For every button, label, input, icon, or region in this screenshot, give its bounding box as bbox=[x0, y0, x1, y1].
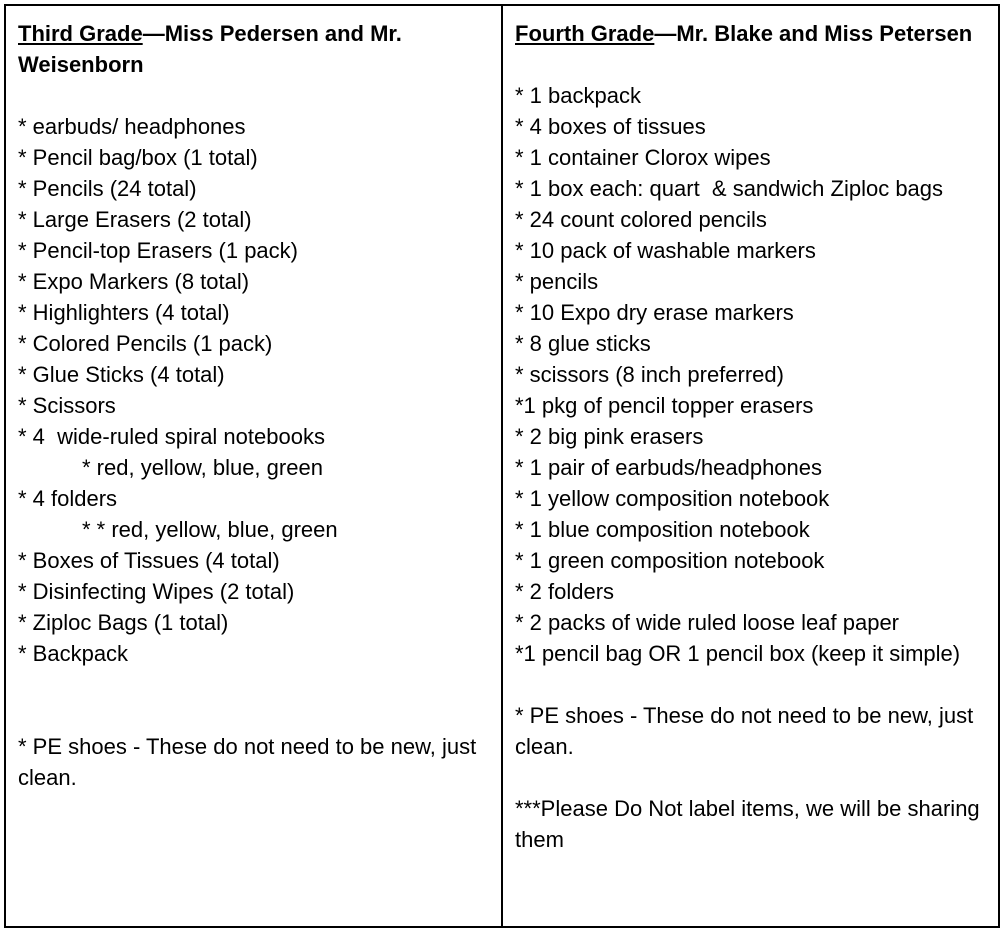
third-grade-supply-list bbox=[18, 111, 491, 669]
list-item: *1 pkg of pencil topper erasers bbox=[515, 393, 814, 418]
third-grade-title: Third Grade bbox=[18, 21, 143, 46]
list-item: * 10 Expo dry erase markers bbox=[515, 300, 794, 325]
list-item: * 4 folders bbox=[18, 486, 118, 511]
list-item: * Ziploc Bags (1 total) bbox=[18, 610, 229, 635]
third-grade-teachers: —Miss Pedersen and Mr. Weisenborn bbox=[18, 21, 402, 77]
list-item: * Pencils (24 total) bbox=[18, 176, 197, 201]
list-item: * Scissors bbox=[18, 393, 116, 418]
fourth-grade-teachers: —Mr. Blake and Miss Petersen bbox=[654, 21, 973, 46]
list-item: * 10 pack of washable markers bbox=[515, 238, 816, 263]
list-item: * 1 green composition notebook bbox=[515, 548, 825, 573]
list-item: * Glue Sticks (4 total) bbox=[18, 362, 225, 387]
fourth-grade-heading bbox=[515, 18, 988, 49]
list-item: * * red, yellow, blue, green bbox=[82, 517, 338, 542]
list-item: * 4 boxes of tissues bbox=[515, 114, 706, 139]
list-item: * red, yellow, blue, green bbox=[82, 455, 323, 480]
list-item: * Disinfecting Wipes (2 total) bbox=[18, 579, 295, 604]
list-item: * 2 packs of wide ruled loose leaf paper bbox=[515, 610, 900, 635]
list-item: * 1 blue composition notebook bbox=[515, 517, 810, 542]
list-item: * 4 wide-ruled spiral notebooks bbox=[18, 424, 325, 449]
third-grade-pe-note: * PE shoes - These do not need to be new, just clean. bbox=[18, 734, 483, 790]
fourth-grade-label-note: ***Please Do Not label items, we will be sharing them bbox=[515, 796, 986, 852]
list-item: * Pencil-top Erasers (1 pack) bbox=[18, 238, 298, 263]
list-item: * Expo Markers (8 total) bbox=[18, 269, 250, 294]
list-item: * Boxes of Tissues (4 total) bbox=[18, 548, 280, 573]
list-item: * Highlighters (4 total) bbox=[18, 300, 230, 325]
list-item: * 24 count colored pencils bbox=[515, 207, 767, 232]
list-item: *1 pencil bag OR 1 pencil box (keep it simple) bbox=[515, 641, 961, 666]
list-item: * 1 container Clorox wipes bbox=[515, 145, 771, 170]
third-grade-heading bbox=[18, 18, 491, 80]
supply-list-table bbox=[4, 4, 1000, 928]
list-item: * 1 yellow composition notebook bbox=[515, 486, 830, 511]
list-item: * 1 box each: quart & sandwich Ziploc bags bbox=[515, 176, 944, 201]
list-item: * Large Erasers (2 total) bbox=[18, 207, 252, 232]
list-item: * scissors (8 inch preferred) bbox=[515, 362, 784, 387]
list-item: * 1 pair of earbuds/headphones bbox=[515, 455, 823, 480]
list-item: * 8 glue sticks bbox=[515, 331, 651, 356]
fourth-grade-column bbox=[503, 6, 998, 926]
list-item: * earbuds/ headphones bbox=[18, 114, 246, 139]
fourth-grade-pe-note: * PE shoes - These do not need to be new, just clean. bbox=[515, 703, 980, 759]
list-item: * Backpack bbox=[18, 641, 129, 666]
fourth-grade-title: Fourth Grade bbox=[515, 21, 655, 46]
list-item: * 2 big pink erasers bbox=[515, 424, 704, 449]
list-item: * 1 backpack bbox=[515, 83, 641, 108]
fourth-grade-supply-list bbox=[515, 80, 988, 669]
list-item: * 2 folders bbox=[515, 579, 615, 604]
list-item: * Pencil bag/box (1 total) bbox=[18, 145, 258, 170]
list-item: * pencils bbox=[515, 269, 599, 294]
third-grade-column bbox=[6, 6, 503, 926]
list-item: * Colored Pencils (1 pack) bbox=[18, 331, 273, 356]
